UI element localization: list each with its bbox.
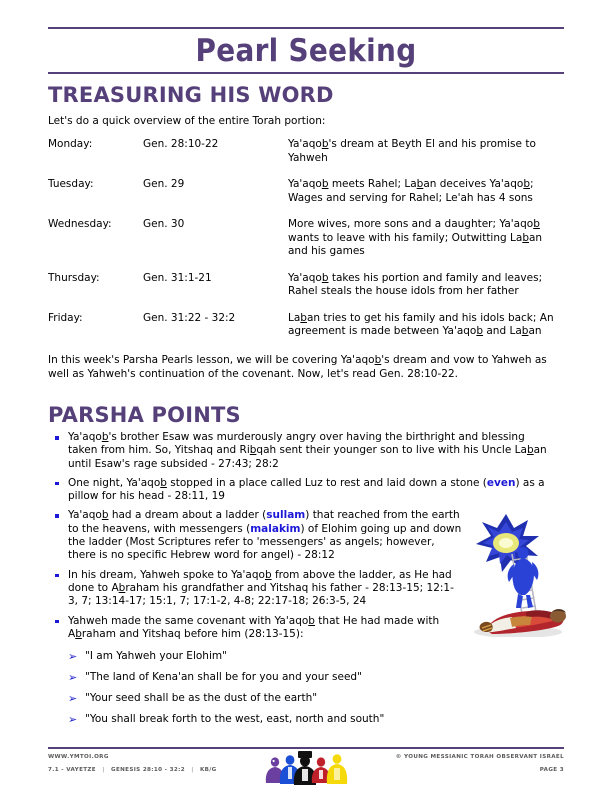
spirantized-letter: b	[101, 509, 109, 522]
schedule-description: Ya'aqob's dream at Beyth El and his promise to Yahweh	[288, 138, 536, 164]
arrow-bullet-icon: ➢	[68, 691, 78, 705]
arrow-bullet-icon: ➢	[68, 670, 78, 684]
list-item	[68, 671, 538, 685]
footer-page-number: PAGE 3	[539, 766, 564, 773]
spirantized-letter: b	[521, 325, 529, 337]
footer-left-block	[48, 751, 217, 776]
spirantized-letter: b	[75, 627, 82, 640]
parsha-point-text: Ya'aqob's brother Esaw was murderously angry over having the birthright and blessing taken from him. So, Yitshaq and Ribqah sent their younger son to live with his Uncle Laban until Esaw's rage subsided - 27:43; 28:2	[68, 431, 547, 470]
spirantized-letter: b	[321, 271, 329, 284]
section-heading-parsha-points: PARSHA POINTS	[48, 403, 241, 427]
parsha-point-text: One night, Ya'aqob stopped in a place called Luz to rest and laid down a stone (even) as a pillow for his head - 28:11, 19	[68, 476, 545, 503]
spirantized-letter: b	[308, 614, 315, 627]
spirantized-letter: b	[321, 178, 329, 190]
spirantized-letter: b	[533, 218, 540, 230]
schedule-reference: Gen. 29	[143, 178, 185, 190]
schedule-description: More wives, more sons and a daughter; Ya'aqob wants to leave with his family; Outwitting Laban and his games	[288, 218, 543, 257]
spirantized-letter: b	[526, 444, 534, 457]
spirantized-letter: b	[374, 354, 382, 366]
spirantized-letter: b	[249, 444, 257, 457]
schedule-description: Laban tries to get his family and his idols back; An agreement is made between Ya'aqob and Laban	[288, 311, 554, 337]
covenant-promises-list	[68, 650, 538, 734]
footer-passage: GENESIS 28:10 - 32:2	[111, 766, 185, 773]
spirantized-letter: b	[160, 476, 167, 489]
torah-portion-schedule-table	[48, 138, 564, 352]
square-bullet-icon	[55, 436, 59, 440]
list-item	[48, 569, 463, 609]
spirantized-letter: b	[321, 138, 329, 150]
table-row	[48, 178, 564, 218]
spirantized-letter: b	[118, 581, 126, 594]
list-item	[48, 509, 463, 562]
square-bullet-icon	[55, 514, 59, 518]
spirantized-letter: b	[300, 311, 307, 324]
arrow-bullet-icon: ➢	[68, 649, 78, 663]
schedule-day: Thursday:	[48, 271, 100, 284]
parsha-point-text: Yahweh made the same covenant with Ya'aqob that He had made with Abraham and Yitshaq before him (28:13-15):	[68, 614, 440, 640]
schedule-description: Ya'aqob meets Rahel; Laban deceives Ya'aqob; Wages and serving for Rahel; Le'ah has 4 sons	[288, 178, 534, 204]
table-row	[48, 272, 564, 312]
footer-separator: |	[191, 766, 194, 773]
page-title: Pearl Seeking	[195, 33, 417, 69]
footer-right-block	[396, 751, 564, 776]
list-item	[68, 692, 538, 706]
square-bullet-icon	[55, 620, 59, 624]
covenant-promise-text: "I am Yahweh your Elohim"	[85, 650, 227, 662]
schedule-day: Friday:	[48, 311, 83, 324]
parsha-point-text: In his dream, Yahweh spoke to Ya'aqob from above the ladder, as He had done to Abraham his grandfather and Yitshaq his father - 28:13-15; 12:1-3, 7; 13:14-17; 15:1, 7; 17:1-2, 4-8; 22:17-18; 26:3-5, 24	[68, 568, 454, 608]
table-row	[48, 138, 564, 178]
schedule-reference: Gen. 31:22 - 32:2	[143, 311, 236, 324]
parsha-point-text: Ya'aqob had a dream about a ladder (sullam) that reached from the earth to the heavens, with messengers (malakim) of Elohim going up and down the ladder (Most Scriptures refer to 'messengers' as angels; however, there is no specific Hebrew word for angel) - 28:12	[68, 509, 462, 562]
document-header	[48, 27, 564, 74]
schedule-reference: Gen. 31:1-21	[143, 271, 212, 284]
schedule-reference: Gen. 30	[143, 218, 185, 230]
table-row	[48, 312, 564, 352]
spirantized-letter: b	[416, 178, 424, 190]
list-item	[68, 650, 538, 664]
list-item	[48, 431, 552, 471]
footer-lesson-line	[48, 764, 217, 777]
footer-initials: KB/G	[199, 766, 217, 773]
schedule-day: Tuesday:	[48, 178, 94, 190]
jacobs-ladder-dream-illustration	[466, 512, 576, 637]
schedule-reference: Gen. 28:10-22	[143, 138, 219, 150]
hebrew-term: sullam	[266, 509, 306, 522]
spirantized-letter: b	[522, 231, 529, 244]
hebrew-term: malakim	[250, 522, 301, 535]
footer-website[interactable]: WWW.YMTOI.ORG	[48, 754, 109, 760]
spirantized-letter: b	[523, 178, 530, 190]
covenant-promise-text: "You shall break forth to the west, east, north and south"	[85, 713, 385, 725]
square-bullet-icon	[55, 574, 59, 578]
list-item	[48, 615, 463, 642]
hebrew-term: even	[486, 476, 516, 489]
treasuring-intro-text: Let's do a quick overview of the entire Torah portion:	[48, 115, 326, 127]
treasuring-summary-text: In this week's Parsha Pearls lesson, we will be covering Ya'aqob's dream and vow to Yahweh as well as Yahweh's continuation of the covenant. Now, let's read Gen. 28:10-22.	[48, 354, 547, 380]
covenant-promise-text: "Your seed shall be as the dust of the earth"	[85, 692, 318, 704]
header-bottom-rule	[48, 72, 564, 74]
table-row	[48, 218, 564, 272]
arrow-bullet-icon: ➢	[68, 712, 78, 726]
schedule-day: Monday:	[48, 138, 93, 150]
footer-separator: |	[102, 766, 105, 773]
schedule-description: Ya'aqob takes his portion and family and leaves; Rahel steals the house idols from her father	[288, 271, 543, 297]
schedule-day: Wednesday:	[48, 218, 112, 230]
footer-copyright: © YOUNG MESSIANIC TORAH OBSERVANT ISRAEL	[395, 754, 564, 760]
square-bullet-icon	[55, 482, 59, 486]
list-item	[48, 477, 552, 504]
covenant-promise-text: "The land of Kena'an shall be for you and your seed"	[85, 671, 362, 683]
document-footer	[48, 751, 564, 789]
list-item	[68, 713, 538, 727]
spirantized-letter: b	[264, 568, 272, 581]
section-heading-treasuring-his-word: TREASURING HIS WORD	[48, 83, 334, 107]
ymtoi-figures-logo	[263, 749, 349, 789]
spirantized-letter: b	[101, 431, 109, 443]
footer-lesson: 7.1 - VAYETZE	[48, 766, 96, 773]
spirantized-letter: b	[476, 325, 484, 337]
